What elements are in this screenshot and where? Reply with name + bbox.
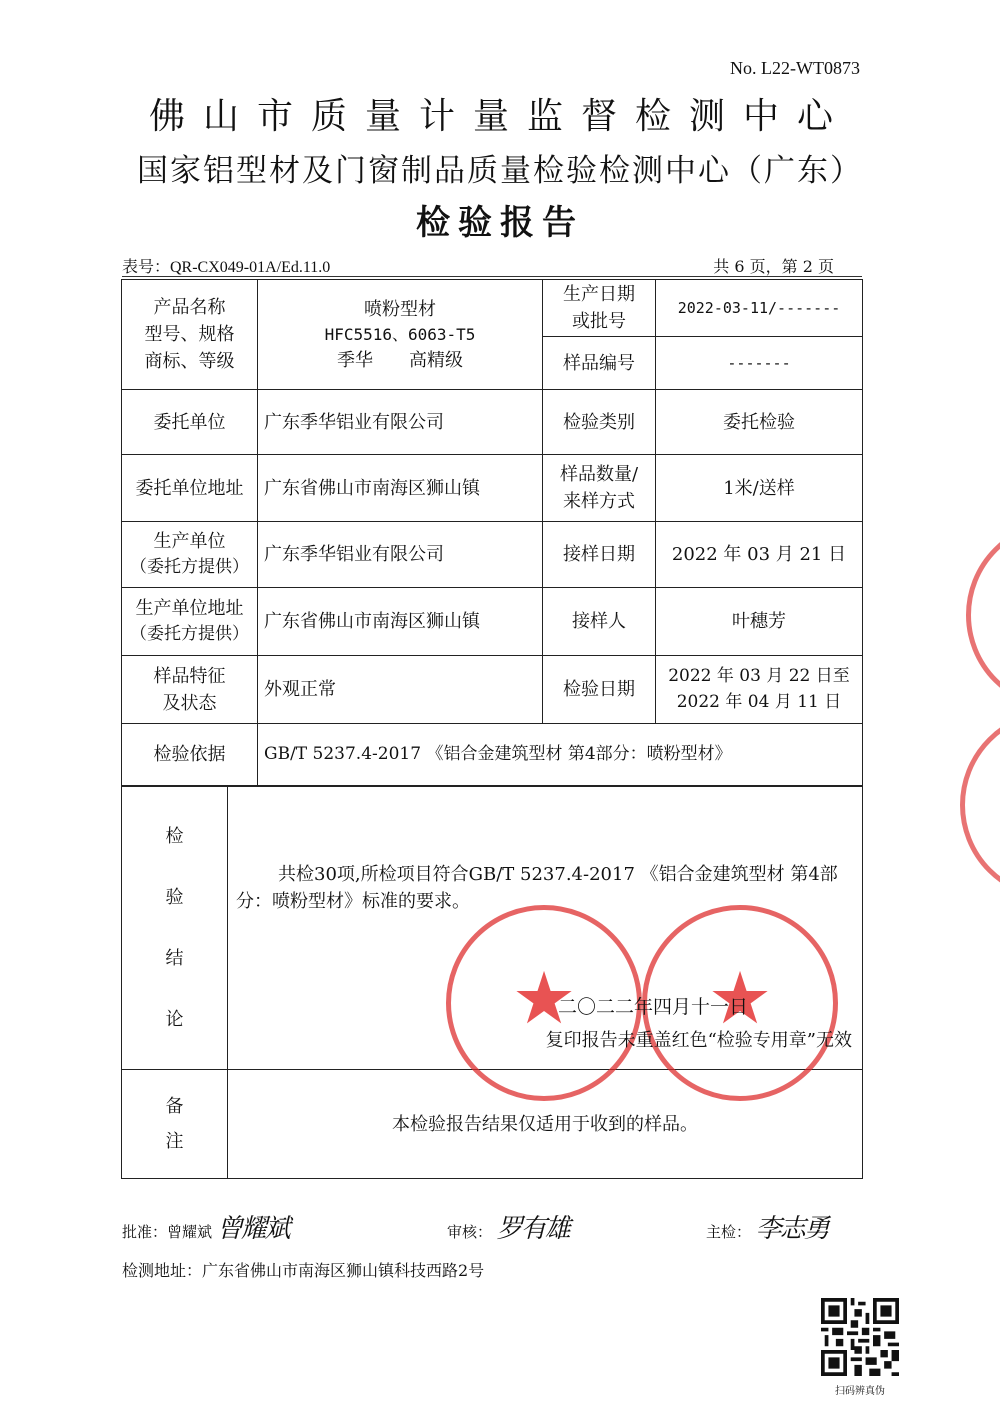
conclusion-label-char-1: 检 [165, 826, 184, 847]
basis-label: 检验依据 [122, 724, 258, 786]
sample-feature-label-2: 及状态 [162, 692, 217, 714]
copy-validity-note: 复印报告未重盖红色“检验专用章”无效 [545, 1030, 852, 1051]
client-value: 广东季华铝业有限公司 [258, 390, 543, 455]
receiver-value: 叶穗芳 [656, 588, 863, 656]
report-title: 检验报告 [416, 203, 584, 243]
review-label: 审核： [447, 1223, 493, 1241]
reviewer [447, 1208, 569, 1245]
inspect-date-end: 2022 年 04 月 11 日 [676, 691, 842, 712]
product-label-brand: 商标、等级 [144, 351, 235, 372]
approver [122, 1208, 289, 1245]
verify-qr[interactable] [818, 1298, 902, 1397]
approver-signature: 曾耀斌 [216, 1214, 289, 1244]
client-addr-label: 委托单位地址 [122, 455, 258, 522]
qr-caption: 扫码辨真伪 [835, 1386, 885, 1397]
chief-signature: 李志勇 [755, 1214, 828, 1244]
sample-no-label: 样品编号 [543, 337, 656, 390]
remark-text: 本检验报告结果仅适用于收到的样品。 [228, 1070, 863, 1179]
reviewer-signature: 罗有雄 [496, 1214, 569, 1244]
conclusion-table [121, 786, 863, 1179]
prod-date-label-2: 或批号 [572, 311, 626, 332]
maker-label-1: 生产单位 [153, 531, 226, 553]
receiver-label: 接样人 [543, 588, 656, 656]
product-model-value: HFC5516、6063-T5 [324, 324, 476, 344]
edge-seal-stamp-upper [966, 520, 1000, 710]
conclusion-label-char-2: 验 [165, 887, 184, 908]
sample-feature-value: 外观正常 [258, 656, 543, 724]
sample-qty-label-1: 样品数量/ [559, 464, 639, 485]
remark-label-char-1: 备 [165, 1096, 184, 1117]
maker-addr-label-cell [122, 588, 258, 656]
conclusion-body [228, 787, 863, 1070]
conclusion-date: 二〇二二年四月十一日 [558, 996, 749, 1018]
receive-date-label: 接样日期 [543, 522, 656, 588]
page-info: 共 6 页，第 2 页 [713, 257, 834, 276]
maker-addr-label-2: （委托方提供） [130, 624, 249, 645]
prod-date-label-cell [543, 280, 656, 337]
seal-star-icon: ★ [511, 956, 577, 1040]
product-name-value: 喷粉型材 [364, 298, 436, 320]
qr-code-icon[interactable] [821, 1298, 899, 1376]
conclusion-label-char-4: 论 [165, 1009, 184, 1030]
conclusion-label-char-3: 结 [165, 948, 184, 969]
header-divider [122, 276, 862, 277]
inspect-date-label: 检验日期 [543, 656, 656, 724]
chief-inspector [706, 1208, 828, 1245]
prod-date-label-1: 生产日期 [563, 284, 635, 305]
sample-qty-label-2: 来样方式 [563, 491, 635, 512]
product-brand-value: 季华 高精级 [337, 349, 463, 371]
maker-label-2: （委托方提供） [130, 557, 249, 578]
maker-addr-label-1: 生产单位地址 [135, 598, 244, 620]
product-label-cell [122, 280, 258, 390]
conclusion-text: 共检30项,所检项目符合GB/T 5237.4-2017 《铝合金建筑型材 第4部分：喷粉型材》标准的要求。 [236, 864, 838, 912]
product-label-model: 型号、规格 [144, 324, 235, 345]
maker-addr-value: 广东省佛山市南海区狮山镇 [258, 588, 543, 656]
inspect-type-label: 检验类别 [543, 390, 656, 455]
client-label: 委托单位 [122, 390, 258, 455]
form-number: 表号：QR-CX049-01A/Ed.11.0 [122, 259, 331, 276]
prod-date-value: 2022-03-11/------- [656, 280, 863, 337]
edge-seal-stamp-lower [960, 710, 1000, 900]
sample-qty-label-cell [543, 455, 656, 522]
product-value-cell [258, 280, 543, 390]
seal-star-icon: ★ [707, 956, 773, 1040]
sample-feature-label-cell [122, 656, 258, 724]
org-subtitle: 国家铝型材及门窗制品质量检验检测中心（广东） [137, 153, 863, 189]
maker-value: 广东季华铝业有限公司 [258, 522, 543, 588]
org-title: 佛山市质量计量监督检测中心 [148, 96, 851, 137]
report-table [121, 279, 863, 786]
sample-no-value: ------- [656, 337, 863, 390]
chief-label: 主检： [706, 1223, 752, 1241]
client-addr-value: 广东省佛山市南海区狮山镇 [258, 455, 543, 522]
inspect-date-start: 2022 年 03 月 22 日至 [668, 666, 850, 686]
basis-value: GB/T 5237.4-2017 《铝合金建筑型材 第4部分：喷粉型材》 [258, 724, 863, 786]
report-number: No. L22-WT0873 [730, 58, 860, 78]
test-address: 检测地址：广东省佛山市南海区狮山镇科技西路2号 [122, 1261, 485, 1280]
sample-feature-label-1: 样品特征 [153, 665, 226, 687]
remark-label-char-2: 注 [165, 1131, 184, 1152]
receive-date-value: 2022 年 03 月 21 日 [656, 522, 863, 588]
inspect-date-value-cell [656, 656, 863, 724]
inspect-type-value: 委托检验 [656, 390, 863, 455]
approve-label: 批准：曾耀斌 [122, 1223, 213, 1241]
product-label-name: 产品名称 [153, 297, 226, 318]
conclusion-label [122, 787, 228, 1070]
maker-label-cell [122, 522, 258, 588]
remark-label [122, 1070, 228, 1179]
sample-qty-value: 1米/送样 [656, 455, 863, 522]
